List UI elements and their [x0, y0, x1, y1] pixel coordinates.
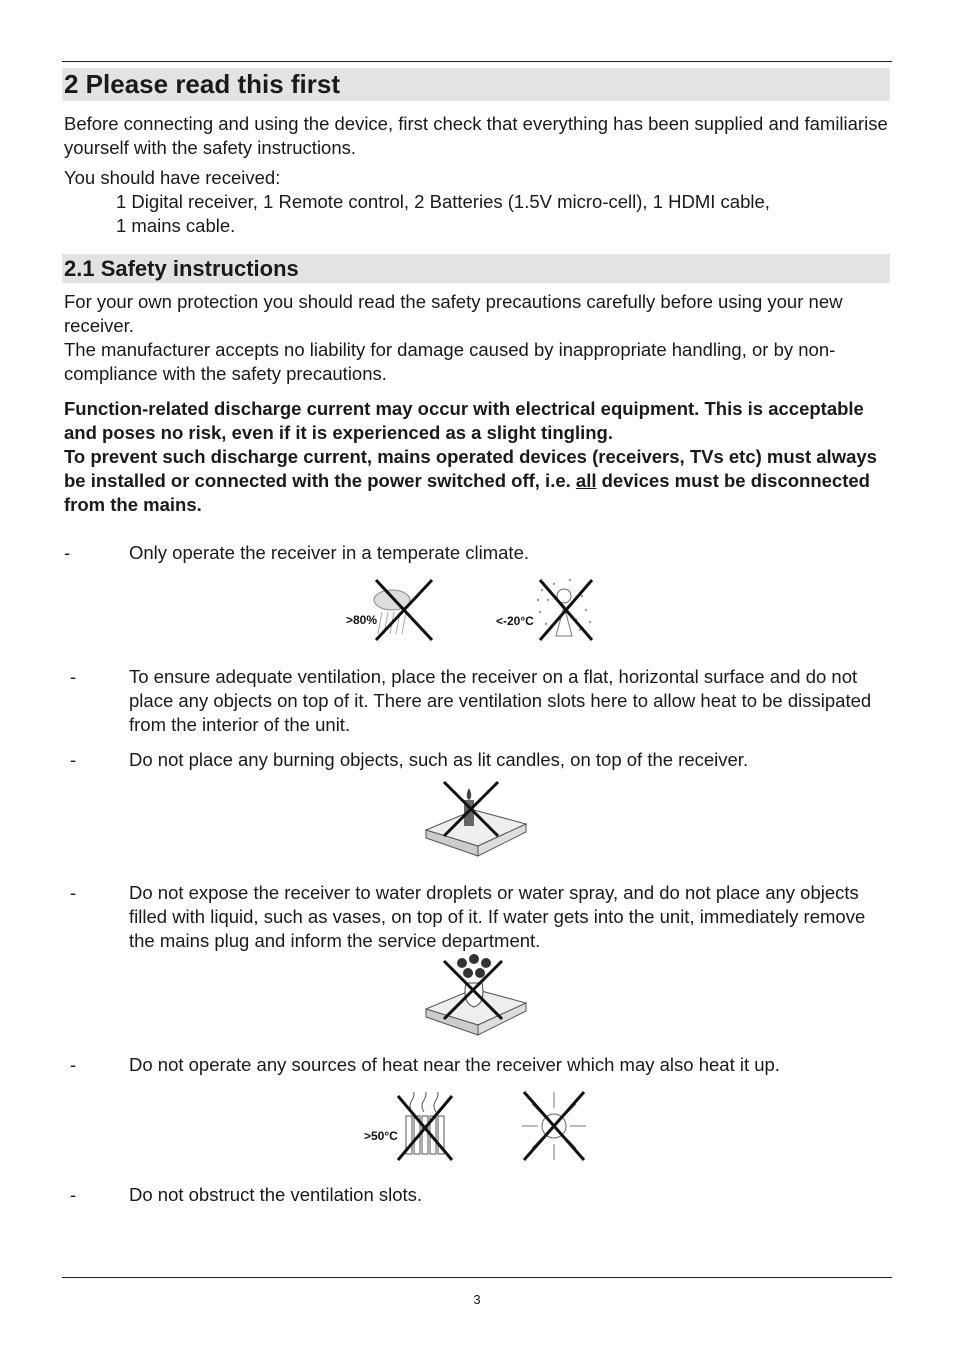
- safety-para-1: For your own protection you should read the safety precautions carefully before using your new receiver.: [64, 291, 843, 336]
- bullet-candles: Do not place any burning objects, such as lit candles, on top of the receiver.: [129, 749, 749, 770]
- cold-warning-icon: [494, 576, 596, 644]
- bullet-dash: -: [70, 666, 77, 687]
- warning-underlined-all: all: [575, 470, 597, 491]
- intro-paragraph: Before connecting and using the device, first check that everything has been supplied and familiarise yourself with the safety instructions.: [64, 113, 888, 158]
- no-radiator-icon: [362, 1092, 458, 1164]
- cold-label: <-20°C: [496, 614, 534, 628]
- safety-para-2: The manufacturer accepts no liability for damage caused by inappropriate handling, or by non-compliance with the safety precautions.: [64, 339, 836, 384]
- warning-para-2: [64, 445, 890, 517]
- bullet-climate: Only operate the receiver in a temperate climate.: [129, 542, 529, 563]
- no-candle-icon: [422, 780, 528, 864]
- bullet-ventilation: To ensure adequate ventilation, place the receiver on a flat, horizontal surface and do not place any objects on top of it. There are ventilation slots here to allow heat to be dissipated from the interior of the unit.: [129, 666, 872, 735]
- bullet-dash: -: [70, 749, 77, 770]
- no-sunlight-icon: [520, 1088, 588, 1164]
- page-number: 3: [473, 1292, 481, 1307]
- warning-text-a: To prevent such discharge current, mains operated devices (receivers, TVs etc) must always be installed or connected with the power switched off, i.e.: [64, 446, 877, 491]
- bullet-dash: -: [70, 1054, 77, 1075]
- bullet-water: Do not expose the receiver to water droplets or water spray, and do not place any objects filled with liquid, such as vases, on top of it. If water gets into the unit, immediately remove the mains plug and inform the service department.: [129, 882, 866, 951]
- received-items-line-2: 1 mains cable.: [116, 215, 236, 236]
- warning-para-1: Function-related discharge current may occur with electrical equipment. This is acceptable and poses no risk, even if it is experienced as a slight tingling.: [64, 398, 864, 443]
- top-rule: [62, 61, 892, 62]
- bullet-dash: -: [64, 542, 71, 563]
- bullet-dash: -: [70, 1184, 77, 1205]
- section-heading: 2 Please read this first: [62, 68, 890, 101]
- bullet-heat: Do not operate any sources of heat near the receiver which may also heat it up.: [129, 1054, 780, 1075]
- warning-text-c: devices must be disconnected from the mains.: [64, 470, 870, 515]
- received-items-line-1: 1 Digital receiver, 1 Remote control, 2 Batteries (1.5V micro-cell), 1 HDMI cable,: [116, 191, 770, 212]
- heat-label: >50°C: [364, 1129, 398, 1143]
- humidity-warning-icon: [344, 578, 436, 644]
- no-vase-icon: [422, 953, 528, 1043]
- bullet-dash: -: [70, 882, 77, 903]
- bottom-rule: [62, 1277, 892, 1278]
- subsection-heading: 2.1 Safety instructions: [62, 254, 890, 283]
- bullet-slots: Do not obstruct the ventilation slots.: [129, 1184, 423, 1205]
- received-label: You should have received:: [64, 167, 281, 188]
- humidity-label: >80%: [346, 613, 378, 627]
